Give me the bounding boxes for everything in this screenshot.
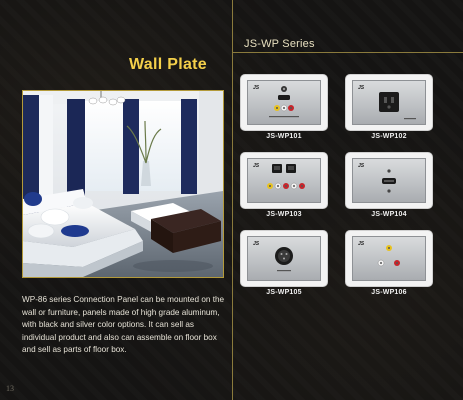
vertical-divider: [232, 0, 233, 400]
wall-plate-wp105-icon: [247, 236, 321, 281]
product-label: JS-WP106: [371, 289, 407, 296]
product-js-wp104: [345, 152, 433, 218]
product-label: JS-WP102: [371, 133, 407, 140]
series-title: JS-WP Series: [244, 38, 315, 50]
product-js-wp106: [345, 230, 433, 296]
page-number: 13: [6, 384, 14, 393]
wall-plate-wp102-icon: [352, 80, 426, 125]
series-title-underline: [232, 52, 463, 53]
wall-plate-wp103-icon: [247, 158, 321, 203]
plate-logo: JS: [253, 85, 260, 91]
product-js-wp102: [345, 74, 433, 140]
product-card: [240, 74, 328, 131]
wall-plate-wp104-icon: [352, 158, 426, 203]
product-card: [345, 74, 433, 131]
product-label: JS-WP104: [371, 211, 407, 218]
product-description: WP-86 series Connection Panel can be mounted on the wall or furniture, panels made of high grade aluminum, with black and silver color options. It can sell as individual product and also can assemble on floor box and sell as parts of floor box.: [22, 295, 225, 355]
product-js-wp105: [240, 230, 328, 296]
product-label: JS-WP103: [266, 211, 302, 218]
plate-logo: JS: [253, 163, 260, 169]
wall-plate-wp106-icon: [352, 236, 426, 281]
plate-logo: JS: [253, 241, 260, 247]
product-card: [240, 230, 328, 287]
product-card: [345, 230, 433, 287]
product-js-wp101: [240, 74, 328, 140]
product-js-wp103: [240, 152, 328, 218]
plate-logo: JS: [358, 241, 365, 247]
main-title: Wall Plate: [129, 56, 207, 73]
living-room-illustration: [23, 91, 223, 277]
product-card: [345, 152, 433, 209]
plate-logo: JS: [358, 85, 365, 91]
product-label: JS-WP105: [266, 289, 302, 296]
wall-plate-wp101-icon: [247, 80, 321, 125]
product-label: JS-WP101: [266, 133, 302, 140]
product-card: [240, 152, 328, 209]
plate-logo: JS: [358, 163, 365, 169]
living-room-photo: [22, 90, 224, 278]
